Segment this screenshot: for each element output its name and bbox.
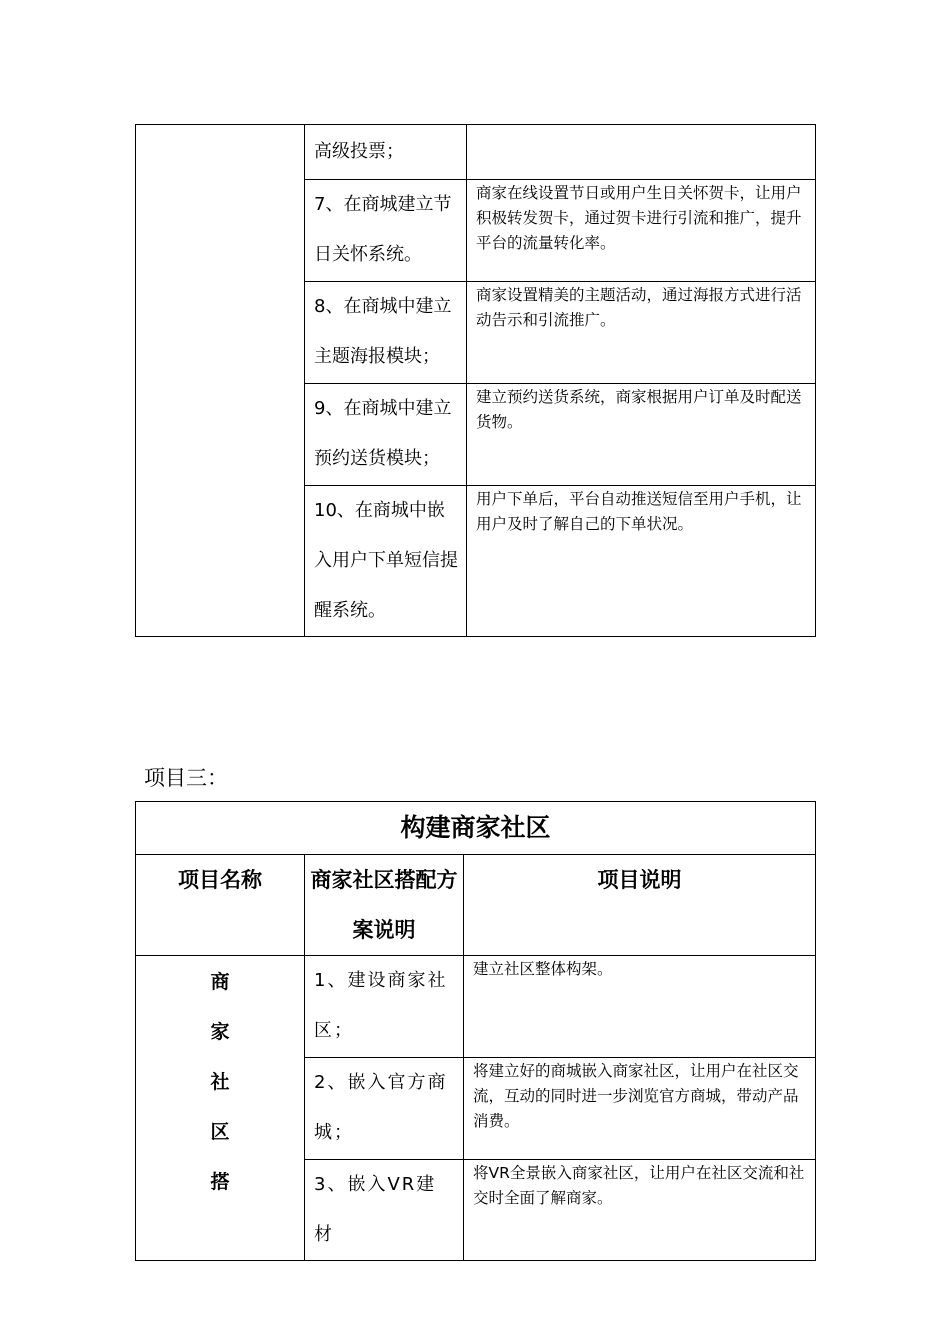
description-cell: 建立社区整体构架。 xyxy=(464,956,816,1058)
project-name-char: 商 xyxy=(210,971,230,993)
description-cell: 建立预约送货系统，商家根据用户订单及时配送货物。 xyxy=(467,384,816,486)
header-project-name: 项目名称 xyxy=(136,855,305,956)
plan-cell: 8、在商城中建立主题海报模块； xyxy=(305,282,467,384)
project-name-cell xyxy=(136,956,305,1261)
features-table-continued xyxy=(135,124,816,637)
plan-cell: 9、在商城中建立预约送货模块； xyxy=(305,384,467,486)
section-label: 项目三： xyxy=(144,766,228,790)
table-title-row xyxy=(136,802,816,855)
project-name-char: 区 xyxy=(210,1121,230,1143)
description-cell: 商家在线设置节日或用户生日关怀贺卡，让用户积极转发贺卡，通过贺卡进行引流和推广，提升平台的流量转化率。 xyxy=(467,180,816,282)
plan-cell: 7、在商城建立节日关怀系统。 xyxy=(305,180,467,282)
plan-cell: 高级投票； xyxy=(305,125,467,180)
table-title: 构建商家社区 xyxy=(136,802,816,855)
plan-cell: 10、在商城中嵌入用户下单短信提醒系统。 xyxy=(305,486,467,637)
table-row xyxy=(136,956,816,1058)
table-row xyxy=(136,125,816,180)
table-header-row xyxy=(136,855,816,956)
description-cell: 将建立好的商城嵌入商家社区，让用户在社区交流，互动的同时进一步浏览官方商城，带动产品消费。 xyxy=(464,1058,816,1160)
description-cell: 用户下单后，平台自动推送短信至用户手机，让用户及时了解自己的下单状况。 xyxy=(467,486,816,637)
merchant-community-table xyxy=(135,801,816,1261)
project-name-char: 家 xyxy=(210,1021,230,1043)
project-name-char: 搭 xyxy=(210,1171,230,1193)
project-name-char: 社 xyxy=(210,1071,230,1093)
plan-cell: 1、建设商家社区； xyxy=(305,956,464,1058)
description-cell xyxy=(467,125,816,180)
header-plan: 商家社区搭配方案说明 xyxy=(305,855,464,956)
description-cell: 商家设置精美的主题活动，通过海报方式进行活动告示和引流推广。 xyxy=(467,282,816,384)
description-cell: 将VR全景嵌入商家社区，让用户在社区交流和社交时全面了解商家。 xyxy=(464,1160,816,1261)
header-description: 项目说明 xyxy=(464,855,816,956)
project-name-cell xyxy=(136,125,305,637)
plan-cell: 2、嵌入官方商城； xyxy=(305,1058,464,1160)
plan-cell: 3、嵌入VR建材 xyxy=(305,1160,464,1261)
